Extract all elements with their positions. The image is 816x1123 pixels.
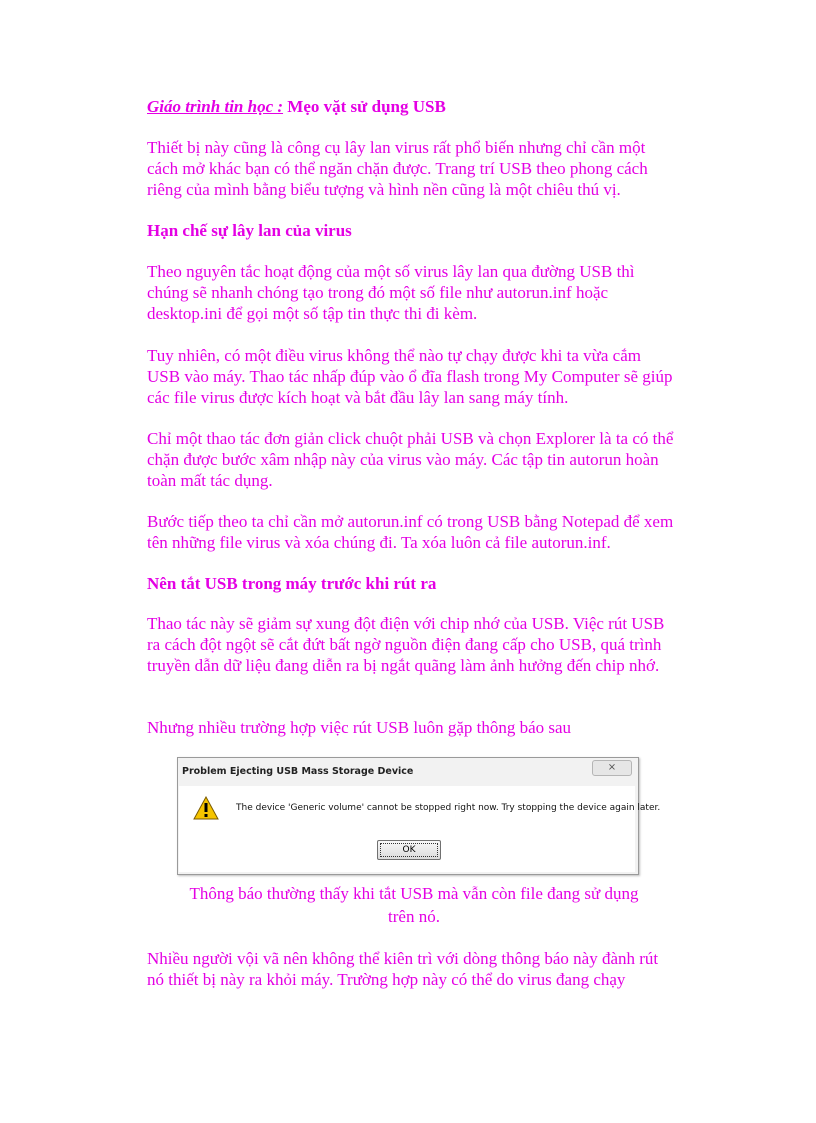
paragraph: Chỉ một thao tác đơn giản click chuột phải USB và chọn Explorer là ta có thể chặn được bước xâm nhập này của virus vào máy. Các tập tin autorun hoàn toàn mất tác dụng. (147, 429, 674, 490)
closing-paragraph: Nhiều người vội vã nên không thể kiên trì với dòng thông báo này đành rút nó thiết bị này ra khỏi máy. Trường hợp này có thể do virus đang chạy (147, 949, 659, 989)
paragraph: Bước tiếp theo ta chỉ cần mở autorun.inf có trong USB bằng Notepad để xem tên những file virus và xóa chúng đi. Ta xóa luôn cả file autorun.inf. (147, 512, 674, 552)
dialog-body (179, 786, 661, 872)
section-heading-virus: Hạn chế sự lây lan của virus (147, 221, 352, 240)
warning-icon (193, 796, 219, 820)
title-main: Mẹo vặt sử dụng USB (283, 97, 446, 116)
close-icon: ⨯ (592, 760, 632, 776)
image-caption: Thông báo thường thấy khi tắt USB mà vẫn còn file đang sử dụng trên nó. (189, 884, 639, 926)
document-title (147, 97, 446, 117)
intro-paragraph: Thiết bị này cũng là công cụ lây lan virus rất phổ biến nhưng chỉ cần một cách mở khác bạn có thể ngăn chặn được. Trang trí USB theo phong cách riêng của mình bằng biểu tượng và hình nền cũng là một chiêu thú vị. (147, 138, 648, 199)
eject-error-dialog-image (177, 757, 661, 875)
title-prefix: Giáo trình tin học : (147, 97, 284, 116)
paragraph: Nhưng nhiều trường hợp việc rút USB luôn gặp thông báo sau (147, 718, 572, 737)
ok-button: OK (377, 840, 441, 860)
paragraph: Thao tác này sẽ giảm sự xung đột điện với chip nhớ của USB. Việc rút USB ra cách đột ngột sẽ cắt đứt bất ngờ nguồn điện đang cấp cho USB, quá trình truyền dẫn dữ liệu đang diễn ra bị ngắt quãng làm ảnh hưởng đến chip nhớ. (147, 614, 665, 675)
paragraph: Tuy nhiên, có một điều virus không thể nào tự chạy được khi ta vừa cắm USB vào máy. Thao tác nhấp đúp vào ổ đĩa flash trong My Computer sẽ giúp các file virus được kích hoạt và bắt đầu lây lan sang máy tính. (147, 346, 673, 407)
paragraph: Theo nguyên tắc hoạt động của một số virus lây lan qua đường USB thì chúng sẽ nhanh chóng tạo trong đó một số file như autorun.inf hoặc desktop.ini để gọi một số tập tin thực thi đi kèm. (147, 262, 635, 323)
dialog-title: Problem Ejecting USB Mass Storage Device (182, 766, 414, 777)
dialog-message: The device 'Generic volume' cannot be stopped right now. Try stopping the device again later. (236, 803, 661, 813)
section-heading-eject: Nên tắt USB trong máy trước khi rút ra (147, 574, 437, 593)
